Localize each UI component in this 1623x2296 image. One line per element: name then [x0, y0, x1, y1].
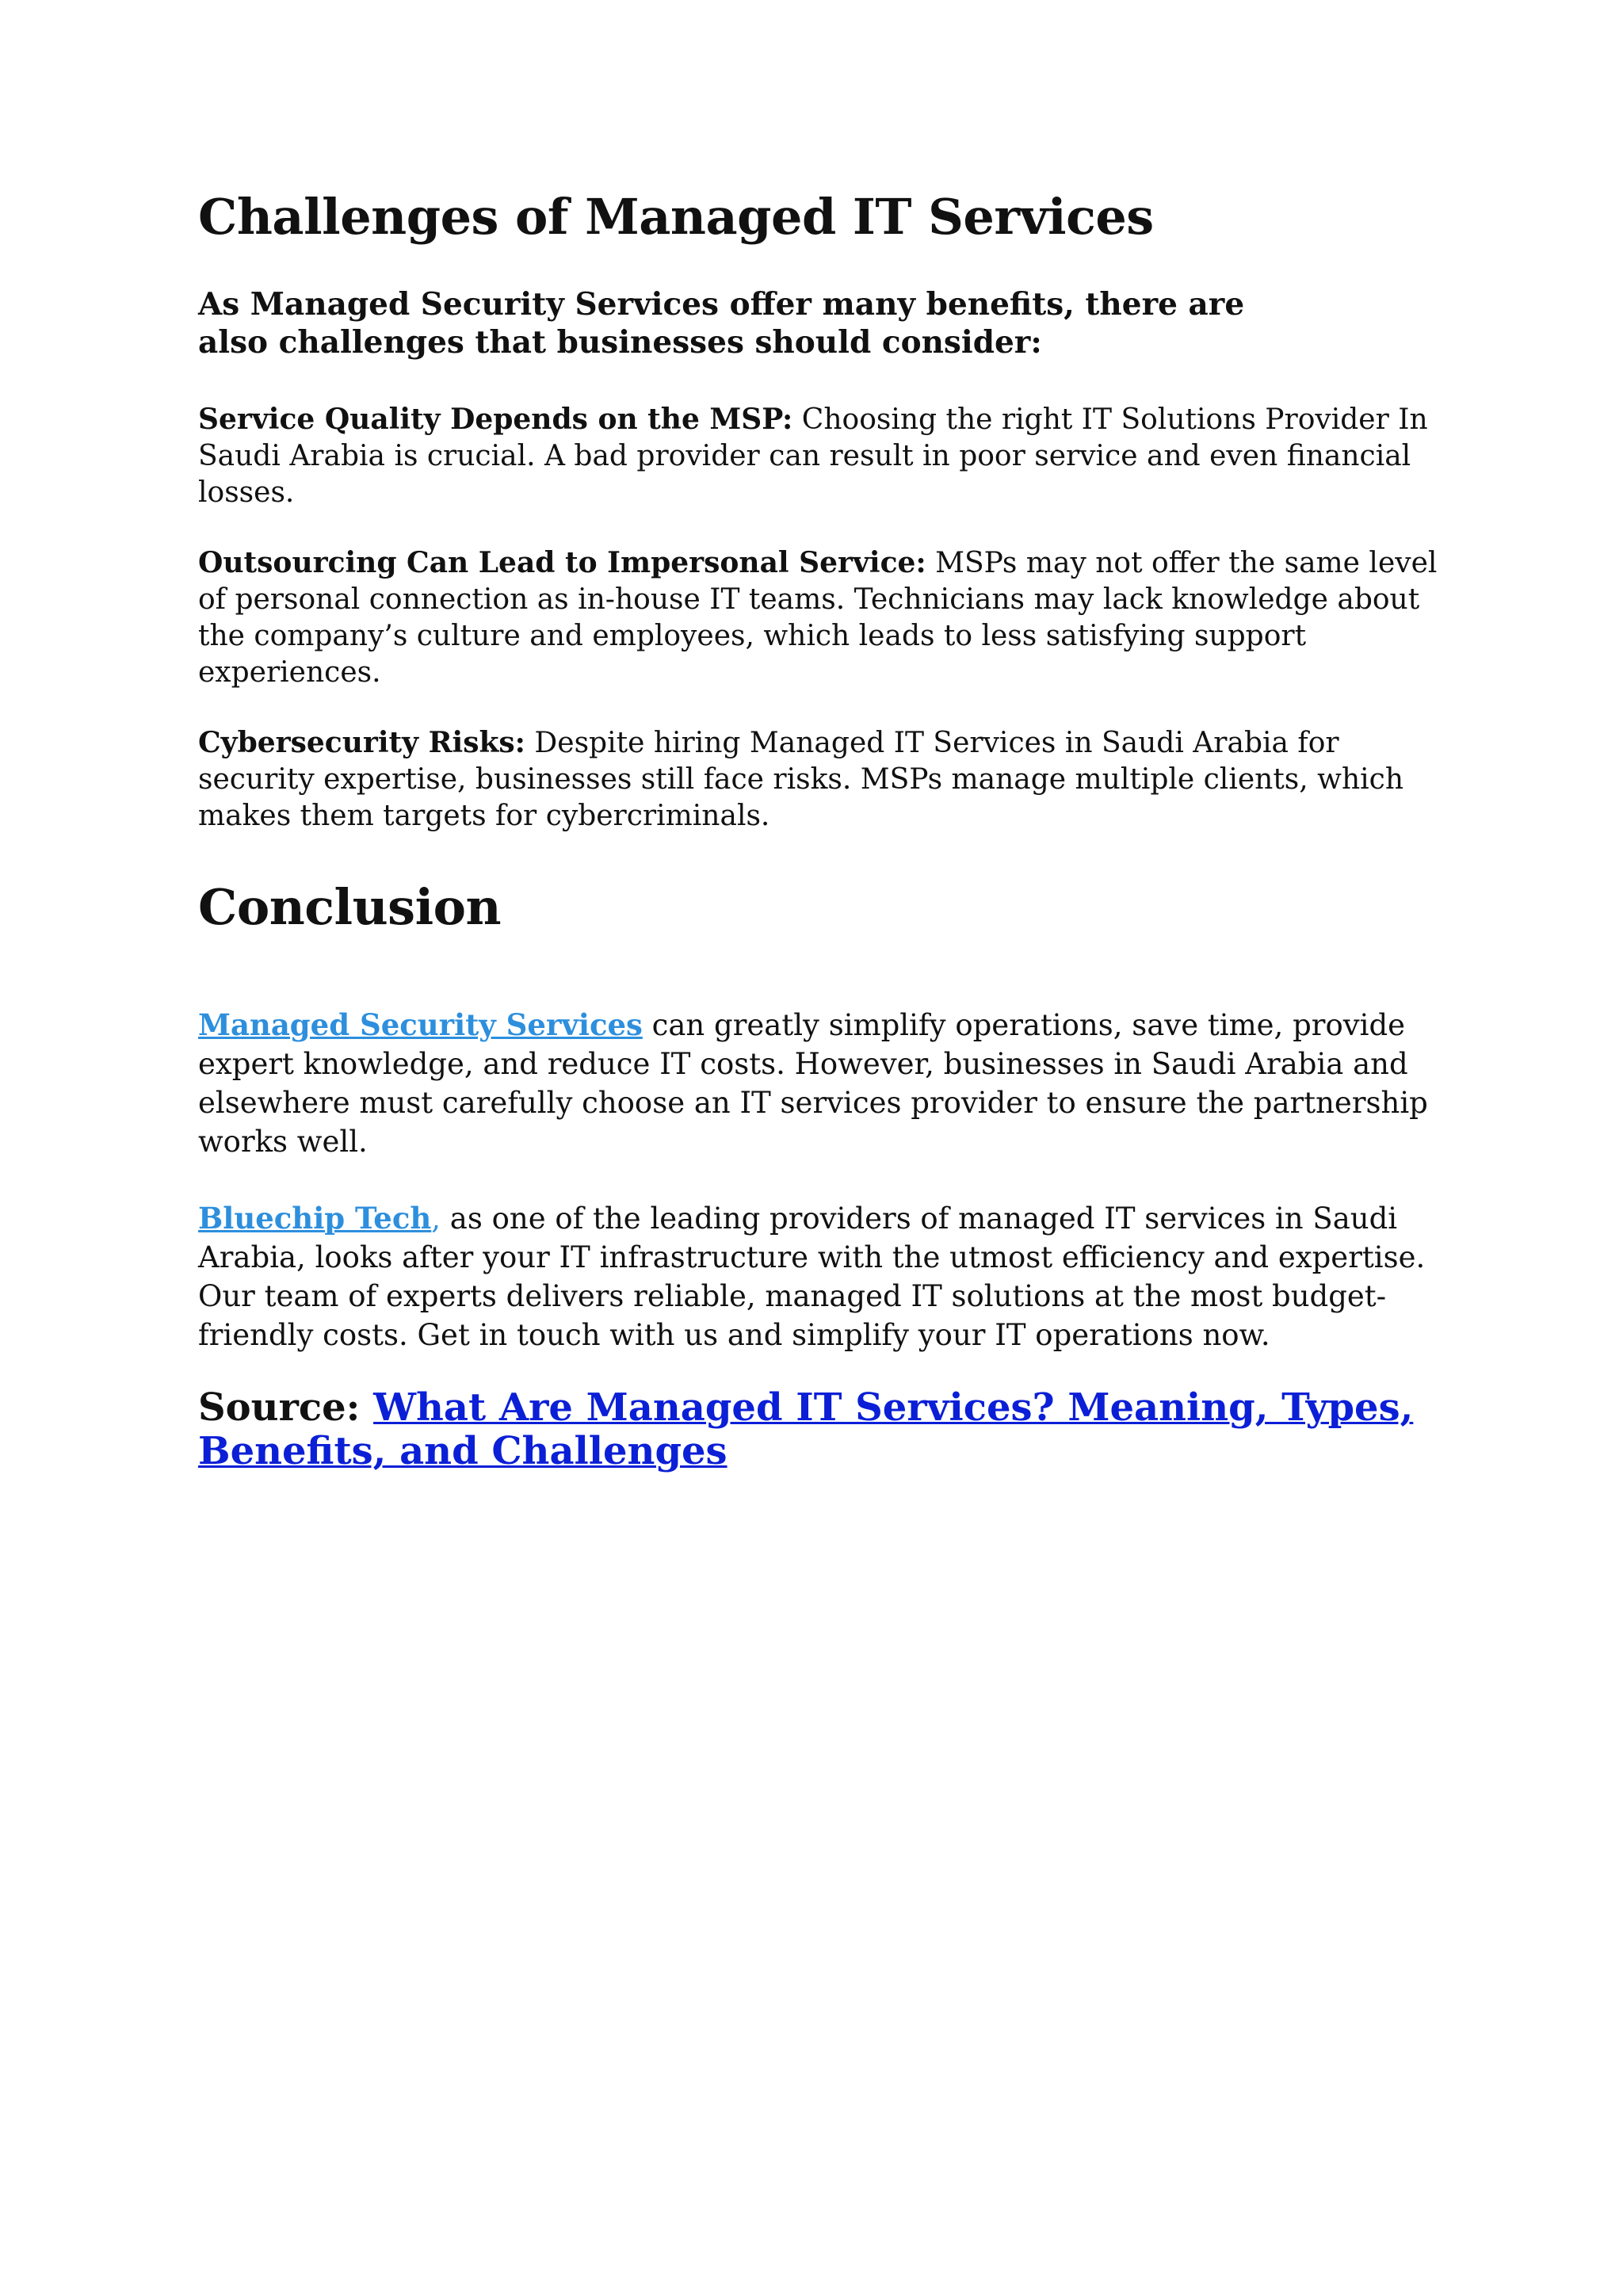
challenge-item-service-quality	[198, 401, 1450, 511]
source-line	[198, 1386, 1434, 1473]
conclusion-paragraph-2	[198, 1199, 1450, 1354]
conclusion-text-2: as one of the leading providers of managed IT services in Saudi Arabia, looks after your IT infrastructure with the utmost efficiency and expertise. Our team of experts delivers reliable, managed IT solutions at the most budget-friendly costs. Get in touch with us and simplify your IT operations now.	[198, 1201, 1426, 1353]
link-comma: ,	[431, 1201, 441, 1236]
challenge-text: Choosing the right IT Solutions Provider In Saudi Arabia is crucial. A bad provider can result in poor service and even financial losses.	[198, 403, 1428, 510]
challenges-heading: Challenges of Managed IT Services	[198, 188, 1154, 246]
managed-security-services-link[interactable]: Managed Security Services	[198, 1007, 643, 1043]
conclusion-text-1: can greatly simplify operations, save time, provide expert knowledge, and reduce IT costs. However, businesses in Saudi Arabia and elsewhere must carefully choose an IT services provider to ensure the partnership works well.	[198, 1008, 1428, 1159]
challenge-item-impersonal-service	[198, 544, 1450, 691]
challenges-intro: As Managed Security Services offer many benefits, there are also challenges that businesses should consider:	[198, 286, 1245, 361]
conclusion-paragraph-1	[198, 1006, 1450, 1161]
challenge-text: MSPs may not offer the same level of personal connection as in-house IT teams. Technicians may lack knowledge about the company’s culture and employees, which leads to less satisfying support experiences.	[198, 547, 1438, 690]
document-page	[198, 190, 1450, 1473]
challenge-text: Despite hiring Managed IT Services in Saudi Arabia for security expertise, businesses still face risks. MSPs manage multiple clients, which makes them targets for cybercriminals.	[198, 727, 1404, 833]
conclusion-heading: Conclusion	[198, 878, 502, 937]
challenge-item-cybersecurity-risks	[198, 724, 1450, 835]
source-article-link[interactable]: What Are Managed IT Services? Meaning, Types, Benefits, and Challenges	[198, 1385, 1414, 1474]
bluechip-tech-link[interactable]: Bluechip Tech	[198, 1201, 432, 1236]
challenge-title: Outsourcing Can Lead to Impersonal Service:	[198, 546, 926, 580]
challenge-title: Service Quality Depends on the MSP:	[198, 403, 793, 437]
source-label: Source:	[198, 1385, 374, 1431]
challenge-title: Cybersecurity Risks:	[198, 726, 525, 760]
conclusion-section	[198, 1006, 1450, 1354]
